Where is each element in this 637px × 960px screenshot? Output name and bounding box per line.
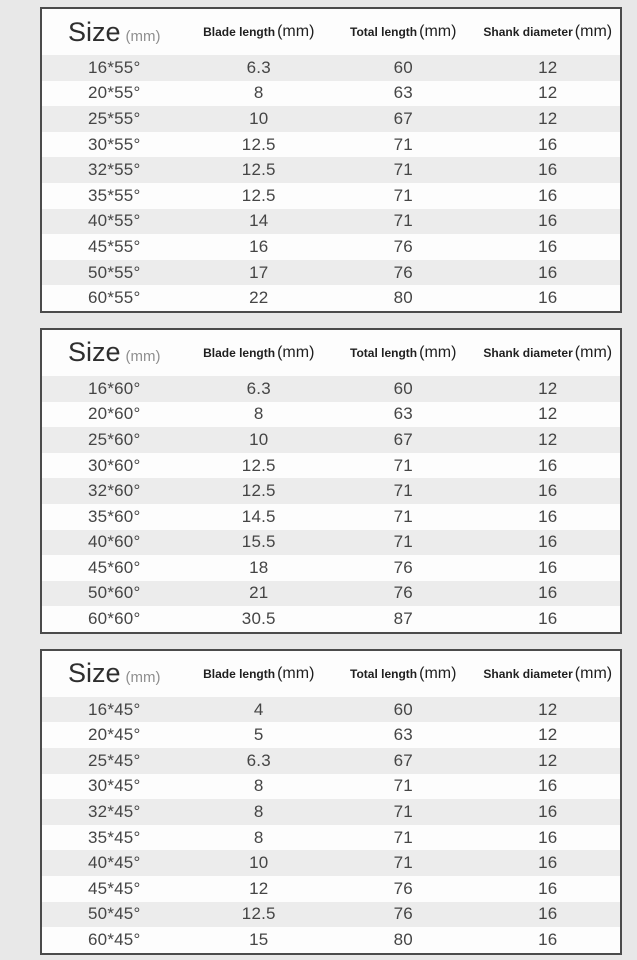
blade-length-cell: 12 bbox=[249, 878, 269, 898]
spec-table-card bbox=[40, 7, 622, 313]
total-length-cell: 71 bbox=[393, 160, 413, 180]
size-cell: 20*45° bbox=[88, 725, 141, 745]
size-cell: 45*45° bbox=[88, 878, 141, 898]
total-length-cell: 71 bbox=[393, 827, 413, 847]
table-row bbox=[42, 478, 620, 504]
blade-length-cell: 14.5 bbox=[241, 506, 276, 526]
blade-length-column-header bbox=[187, 665, 332, 683]
table-row bbox=[42, 260, 620, 286]
size-cell: 16*45° bbox=[88, 699, 141, 719]
total-length-cell: 71 bbox=[393, 532, 413, 552]
size-cell: 32*60° bbox=[88, 481, 141, 501]
total-length-label: Total length bbox=[350, 345, 418, 360]
shank-diameter-cell: 16 bbox=[538, 160, 558, 180]
size-cell: 40*60° bbox=[88, 532, 141, 552]
size-label: Size bbox=[67, 658, 121, 689]
total-length-label: Total length bbox=[350, 25, 418, 39]
blade-length-cell: 16 bbox=[249, 236, 269, 256]
blade-length-cell: 6.3 bbox=[246, 57, 271, 77]
size-cell: 60*45° bbox=[88, 930, 141, 950]
blade-length-unit: (mm) bbox=[277, 23, 315, 40]
table-row bbox=[42, 799, 620, 825]
shank-diameter-cell: 16 bbox=[538, 532, 558, 552]
size-label: Size bbox=[67, 16, 121, 47]
table-row bbox=[42, 850, 620, 876]
blade-length-cell: 12.5 bbox=[241, 160, 276, 180]
blade-length-cell: 10 bbox=[249, 853, 269, 873]
table-row bbox=[42, 581, 620, 607]
size-unit: (mm) bbox=[125, 348, 161, 366]
size-cell: 45*55° bbox=[88, 236, 141, 256]
spec-tables bbox=[40, 7, 622, 955]
size-cell: 25*60° bbox=[88, 429, 141, 449]
total-length-cell: 76 bbox=[393, 262, 413, 282]
total-length-unit: (mm) bbox=[419, 664, 457, 682]
shank-diameter-column-header bbox=[476, 23, 621, 41]
table-row bbox=[42, 876, 620, 902]
blade-length-label: Blade length bbox=[203, 25, 276, 39]
table-body bbox=[42, 376, 620, 632]
blade-length-cell: 12.5 bbox=[241, 185, 276, 205]
table-row bbox=[42, 606, 620, 632]
blade-length-cell: 8 bbox=[253, 404, 264, 424]
size-cell: 60*60° bbox=[88, 609, 141, 629]
table-row bbox=[42, 402, 620, 428]
shank-diameter-cell: 12 bbox=[538, 108, 558, 128]
blade-length-cell: 8 bbox=[253, 802, 264, 822]
shank-diameter-column-header bbox=[476, 665, 621, 683]
total-length-cell: 71 bbox=[393, 776, 413, 796]
table-body bbox=[42, 697, 620, 953]
total-length-cell: 71 bbox=[393, 481, 413, 501]
blade-length-cell: 10 bbox=[249, 108, 269, 128]
shank-diameter-cell: 16 bbox=[538, 262, 558, 282]
total-length-cell: 60 bbox=[393, 378, 413, 398]
total-length-cell: 67 bbox=[393, 750, 413, 770]
total-length-cell: 67 bbox=[393, 108, 413, 128]
shank-diameter-cell: 16 bbox=[538, 583, 558, 603]
size-cell: 60*55° bbox=[88, 288, 141, 308]
table-header-row bbox=[42, 651, 620, 697]
total-length-unit: (mm) bbox=[419, 23, 457, 40]
spec-table-card bbox=[40, 328, 622, 634]
table-row bbox=[42, 234, 620, 260]
blade-length-cell: 17 bbox=[249, 262, 269, 282]
total-length-cell: 63 bbox=[393, 725, 413, 745]
blade-length-cell: 30.5 bbox=[241, 609, 276, 629]
size-cell: 35*45° bbox=[88, 827, 141, 847]
size-label: Size bbox=[67, 337, 121, 368]
size-cell: 20*55° bbox=[88, 83, 141, 103]
shank-diameter-unit: (mm) bbox=[574, 23, 613, 40]
table-row bbox=[42, 927, 620, 953]
size-cell: 32*55° bbox=[88, 160, 141, 180]
blade-length-cell: 15.5 bbox=[241, 532, 276, 552]
shank-diameter-cell: 12 bbox=[538, 725, 558, 745]
shank-diameter-cell: 16 bbox=[538, 506, 558, 526]
table-row bbox=[42, 81, 620, 107]
size-cell: 35*55° bbox=[88, 185, 141, 205]
table-row bbox=[42, 748, 620, 774]
total-length-column-header bbox=[331, 344, 476, 362]
shank-diameter-cell: 16 bbox=[538, 481, 558, 501]
shank-diameter-cell: 16 bbox=[538, 904, 558, 924]
shank-diameter-cell: 12 bbox=[538, 404, 558, 424]
shank-diameter-cell: 16 bbox=[538, 776, 558, 796]
total-length-label: Total length bbox=[350, 666, 418, 681]
blade-length-cell: 6.3 bbox=[246, 750, 271, 770]
size-cell: 30*55° bbox=[88, 134, 141, 154]
size-cell: 50*60° bbox=[88, 583, 141, 603]
blade-length-cell: 6.3 bbox=[246, 378, 271, 398]
blade-length-cell: 12.5 bbox=[241, 904, 276, 924]
shank-diameter-cell: 16 bbox=[538, 853, 558, 873]
table-row bbox=[42, 453, 620, 479]
blade-length-cell: 15 bbox=[249, 930, 269, 950]
total-length-cell: 60 bbox=[393, 699, 413, 719]
blade-length-cell: 18 bbox=[249, 557, 269, 577]
blade-length-cell: 4 bbox=[253, 699, 264, 719]
shank-diameter-label: Shank diameter bbox=[483, 345, 573, 360]
shank-diameter-cell: 12 bbox=[538, 429, 558, 449]
shank-diameter-cell: 16 bbox=[538, 878, 558, 898]
table-row bbox=[42, 376, 620, 402]
size-cell: 30*45° bbox=[88, 776, 141, 796]
total-length-cell: 71 bbox=[393, 853, 413, 873]
table-row bbox=[42, 209, 620, 235]
shank-diameter-cell: 16 bbox=[538, 185, 558, 205]
shank-diameter-cell: 16 bbox=[538, 288, 558, 308]
size-cell: 25*45° bbox=[88, 750, 141, 770]
total-length-cell: 71 bbox=[393, 134, 413, 154]
total-length-cell: 76 bbox=[393, 236, 413, 256]
size-cell: 40*45° bbox=[88, 853, 141, 873]
size-column-header bbox=[42, 337, 187, 368]
table-header-row bbox=[42, 330, 620, 376]
blade-length-cell: 8 bbox=[253, 827, 264, 847]
table-row bbox=[42, 55, 620, 81]
table-row bbox=[42, 183, 620, 209]
size-cell: 32*45° bbox=[88, 802, 141, 822]
total-length-cell: 80 bbox=[393, 288, 413, 308]
size-cell: 45*60° bbox=[88, 557, 141, 577]
total-length-column-header bbox=[331, 665, 476, 683]
total-length-cell: 60 bbox=[393, 57, 413, 77]
shank-diameter-cell: 16 bbox=[538, 802, 558, 822]
blade-length-unit: (mm) bbox=[277, 664, 315, 682]
blade-length-unit: (mm) bbox=[277, 343, 315, 361]
shank-diameter-label: Shank diameter bbox=[483, 25, 573, 39]
blade-length-column-header bbox=[187, 23, 332, 41]
shank-diameter-cell: 12 bbox=[538, 83, 558, 103]
total-length-cell: 76 bbox=[393, 557, 413, 577]
shank-diameter-label: Shank diameter bbox=[483, 666, 573, 681]
total-length-cell: 63 bbox=[393, 83, 413, 103]
blade-length-cell: 14 bbox=[249, 211, 269, 231]
shank-diameter-cell: 16 bbox=[538, 930, 558, 950]
total-length-cell: 71 bbox=[393, 211, 413, 231]
blade-length-label: Blade length bbox=[203, 345, 276, 360]
total-length-cell: 63 bbox=[393, 404, 413, 424]
total-length-cell: 80 bbox=[393, 930, 413, 950]
table-row bbox=[42, 555, 620, 581]
table-row bbox=[42, 530, 620, 556]
blade-length-column-header bbox=[187, 344, 332, 362]
total-length-cell: 71 bbox=[393, 455, 413, 475]
total-length-cell: 67 bbox=[393, 429, 413, 449]
shank-diameter-unit: (mm) bbox=[574, 343, 613, 361]
size-column-header bbox=[42, 17, 187, 48]
table-row bbox=[42, 132, 620, 158]
blade-length-cell: 12.5 bbox=[241, 481, 276, 501]
shank-diameter-cell: 12 bbox=[538, 378, 558, 398]
table-row bbox=[42, 697, 620, 723]
blade-length-label: Blade length bbox=[203, 666, 276, 681]
total-length-unit: (mm) bbox=[419, 343, 457, 361]
shank-diameter-column-header bbox=[476, 344, 621, 362]
table-row bbox=[42, 106, 620, 132]
table-row bbox=[42, 774, 620, 800]
blade-length-cell: 8 bbox=[253, 776, 264, 796]
table-row bbox=[42, 902, 620, 928]
shank-diameter-cell: 16 bbox=[538, 236, 558, 256]
blade-length-cell: 12.5 bbox=[241, 134, 276, 154]
spec-table-card bbox=[40, 649, 622, 955]
blade-length-cell: 10 bbox=[249, 429, 269, 449]
size-cell: 16*60° bbox=[88, 378, 141, 398]
size-unit: (mm) bbox=[125, 27, 161, 45]
size-cell: 50*45° bbox=[88, 904, 141, 924]
blade-length-cell: 12.5 bbox=[241, 455, 276, 475]
table-row bbox=[42, 722, 620, 748]
table-row bbox=[42, 504, 620, 530]
size-cell: 40*55° bbox=[88, 211, 141, 231]
total-length-cell: 76 bbox=[393, 583, 413, 603]
size-cell: 50*55° bbox=[88, 262, 141, 282]
shank-diameter-cell: 16 bbox=[538, 609, 558, 629]
size-cell: 16*55° bbox=[88, 57, 141, 77]
blade-length-cell: 21 bbox=[249, 583, 269, 603]
shank-diameter-cell: 16 bbox=[538, 557, 558, 577]
size-cell: 30*60° bbox=[88, 455, 141, 475]
shank-diameter-cell: 16 bbox=[538, 134, 558, 154]
shank-diameter-cell: 12 bbox=[538, 699, 558, 719]
size-cell: 25*55° bbox=[88, 108, 141, 128]
blade-length-cell: 22 bbox=[249, 288, 269, 308]
table-row bbox=[42, 157, 620, 183]
table-row bbox=[42, 825, 620, 851]
total-length-cell: 71 bbox=[393, 185, 413, 205]
size-cell: 35*60° bbox=[88, 506, 141, 526]
blade-length-cell: 8 bbox=[253, 83, 264, 103]
table-row bbox=[42, 285, 620, 311]
size-column-header bbox=[42, 658, 187, 689]
total-length-cell: 76 bbox=[393, 878, 413, 898]
shank-diameter-cell: 16 bbox=[538, 455, 558, 475]
shank-diameter-cell: 16 bbox=[538, 211, 558, 231]
shank-diameter-unit: (mm) bbox=[574, 664, 613, 682]
total-length-cell: 71 bbox=[393, 802, 413, 822]
table-header-row bbox=[42, 9, 620, 55]
shank-diameter-cell: 16 bbox=[538, 827, 558, 847]
size-unit: (mm) bbox=[125, 669, 161, 687]
shank-diameter-cell: 12 bbox=[538, 57, 558, 77]
total-length-cell: 87 bbox=[393, 609, 413, 629]
table-row bbox=[42, 427, 620, 453]
size-cell: 20*60° bbox=[88, 404, 141, 424]
shank-diameter-cell: 12 bbox=[538, 750, 558, 770]
total-length-cell: 71 bbox=[393, 506, 413, 526]
table-body bbox=[42, 55, 620, 311]
total-length-column-header bbox=[331, 23, 476, 41]
blade-length-cell: 5 bbox=[253, 725, 264, 745]
total-length-cell: 76 bbox=[393, 904, 413, 924]
